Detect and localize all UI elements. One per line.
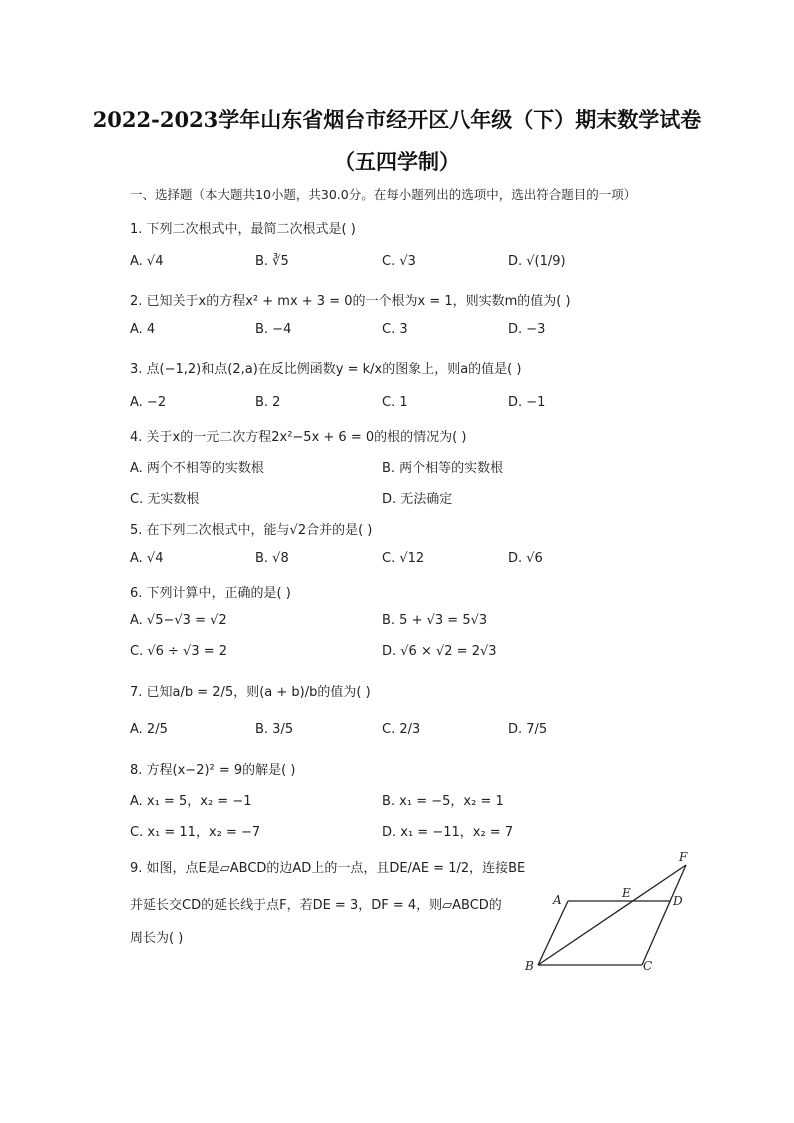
q7-option-b: B. 3/5 <box>255 722 294 737</box>
q4-option-b: B. 两个相等的实数根 <box>382 461 504 476</box>
q1-option-a: A. √4 <box>130 254 164 269</box>
page-title: 2022-2023学年山东省烟台市经开区八年级（下）期末数学试卷 <box>92 107 702 132</box>
question-6: 6. 下列计算中，正确的是( ) <box>130 586 291 601</box>
q4-option-c: C. 无实数根 <box>130 492 200 507</box>
question-1: 1. 下列二次根式中，最简二次根式是( ) <box>130 222 356 237</box>
q7-option-a: A. 2/5 <box>130 722 168 737</box>
question-2: 2. 已知关于x的方程x² + mx + 3 = 0的一个根为x = 1，则实数m的值为( ) <box>130 294 571 309</box>
question-4: 4. 关于x的一元二次方程2x²−5x + 6 = 0的根的情况为( ) <box>130 430 467 445</box>
label-e: E <box>622 886 631 900</box>
q1-option-b: B. ∛5 <box>255 254 289 269</box>
q2-option-a: A. 4 <box>130 322 156 337</box>
q2-option-c: C. 3 <box>382 322 408 337</box>
q3-option-d: D. −1 <box>508 395 546 410</box>
q7-option-d: D. 7/5 <box>508 722 548 737</box>
label-c: C <box>643 959 653 973</box>
label-b: B <box>525 959 534 973</box>
q8-option-d: D. x₁ = −11，x₂ = 7 <box>382 825 514 840</box>
question-8: 8. 方程(x−2)² = 9的解是( ) <box>130 763 296 778</box>
page-subtitle: （五四学制） <box>334 149 460 174</box>
q1-option-d: D. √(1/9) <box>508 254 566 269</box>
q5-option-a: A. √4 <box>130 551 164 566</box>
question-9-line-1: 9. 如图，点E是▱ABCD的边AD上的一点，且DE/AE = 1/2，连接BE <box>130 861 526 876</box>
label-f: F <box>679 850 688 864</box>
q4-option-d: D. 无法确定 <box>382 492 453 507</box>
question-7: 7. 已知a/b = 2/5，则(a + b)/b的值为( ) <box>130 685 371 700</box>
q2-option-b: B. −4 <box>255 322 292 337</box>
label-a: A <box>553 893 562 907</box>
q7-option-c: C. 2/3 <box>382 722 421 737</box>
question-9-line-3: 周长为( ) <box>130 931 184 946</box>
q5-option-c: C. √12 <box>382 551 425 566</box>
question-3: 3. 点(−1,2)和点(2,a)在反比例函数y = k/x的图象上，则a的值是( ) <box>130 362 522 377</box>
q6-option-c: C. √6 ÷ √3 = 2 <box>130 644 228 659</box>
question-9-line-2: 并延长交CD的延长线于点F，若DE = 3，DF = 4，则▱ABCD的 <box>130 898 502 913</box>
q2-option-d: D. −3 <box>508 322 546 337</box>
q5-option-b: B. √8 <box>255 551 289 566</box>
q6-option-d: D. √6 × √2 = 2√3 <box>382 644 497 659</box>
q3-option-a: A. −2 <box>130 395 167 410</box>
q1-option-c: C. √3 <box>382 254 416 269</box>
section-header: 一、选择题（本大题共10小题，共30.0分。在每小题列出的选项中，选出符合题目的一项） <box>130 187 637 202</box>
q5-option-d: D. √6 <box>508 551 543 566</box>
parallelogram-figure <box>520 848 700 976</box>
q8-option-a: A. x₁ = 5，x₂ = −1 <box>130 794 252 809</box>
q6-option-b: B. 5 + √3 = 5√3 <box>382 613 488 628</box>
question-5: 5. 在下列二次根式中，能与√2合并的是( ) <box>130 523 373 538</box>
q8-option-b: B. x₁ = −5，x₂ = 1 <box>382 794 504 809</box>
q4-option-a: A. 两个不相等的实数根 <box>130 461 264 476</box>
q6-option-a: A. √5−√3 = √2 <box>130 613 227 628</box>
q3-option-b: B. 2 <box>255 395 281 410</box>
q3-option-c: C. 1 <box>382 395 408 410</box>
q8-option-c: C. x₁ = 11，x₂ = −7 <box>130 825 261 840</box>
label-d: D <box>673 894 683 908</box>
